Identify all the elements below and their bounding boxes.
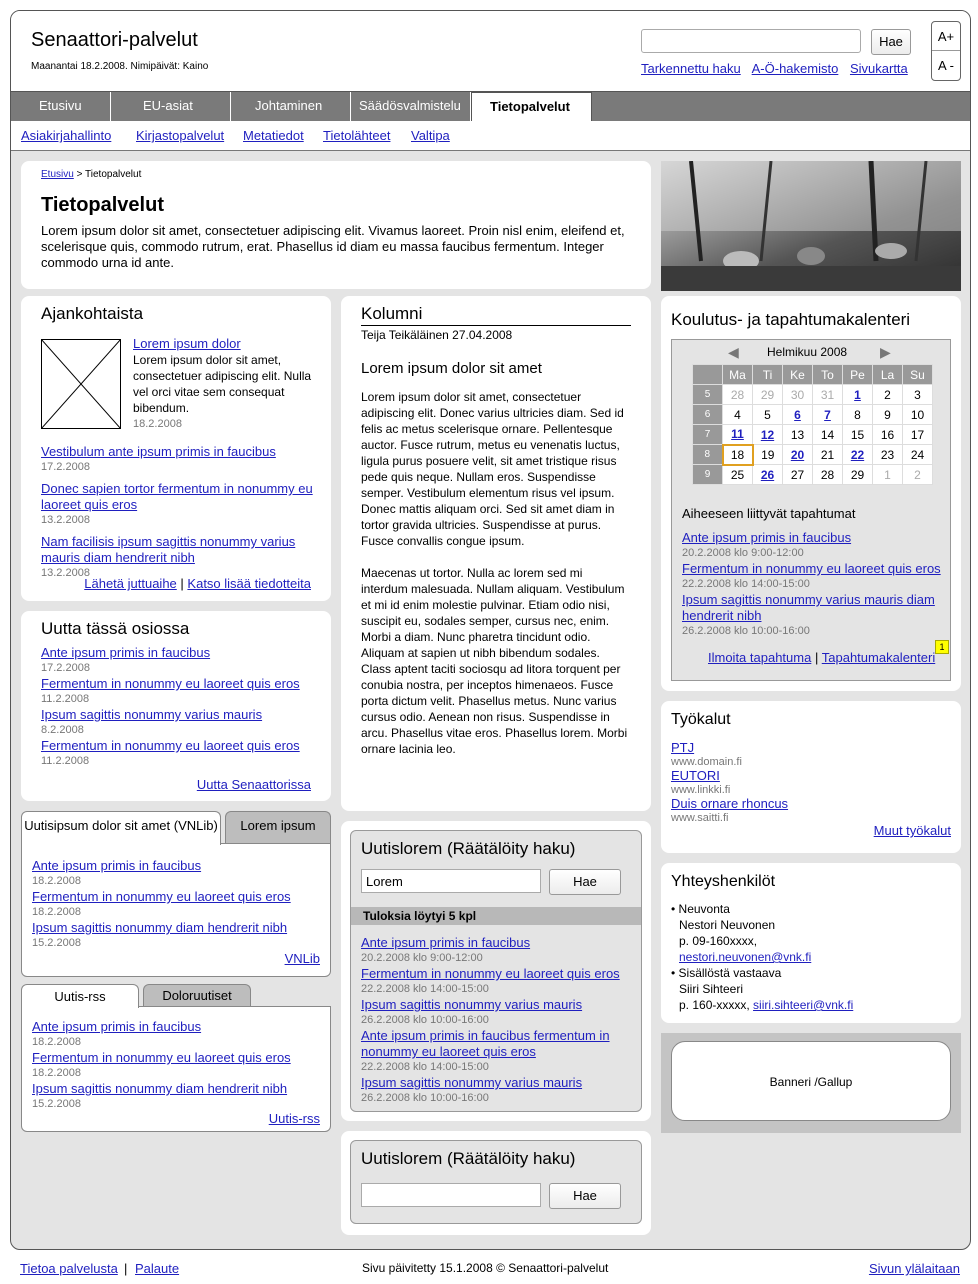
custom-search-box: [341, 821, 651, 1121]
calendar-day[interactable]: 8: [843, 405, 873, 425]
list-item: [671, 769, 951, 797]
tab-panel-rss: [21, 1006, 331, 1132]
tab-item-link[interactable]: Fermentum in nonummy eu laoreet quis eros: [32, 1050, 291, 1065]
news-lead-text: Lorem ipsum dolor sit amet, consectetuer adipiscing elit. Nulla vel orci vitae sem consequat bibendum.: [133, 353, 312, 415]
week-number: 6: [693, 405, 723, 425]
new-item-date: 17.2.2008: [41, 662, 90, 674]
tab-item-date: 18.2.2008: [32, 1036, 81, 1048]
search-input[interactable]: [641, 29, 861, 53]
calendar-day[interactable]: 3: [903, 385, 933, 405]
placeholder-image-icon: [41, 339, 121, 429]
calendar-day: 30: [783, 385, 813, 405]
event-link[interactable]: Fermentum in nonummy eu laoreet quis eros: [682, 561, 941, 576]
calendar-day-event[interactable]: 6: [783, 405, 813, 425]
breadcrumb-home[interactable]: Etusivu: [41, 169, 74, 180]
new-item-link[interactable]: Ipsum sagittis nonummy varius mauris: [41, 707, 263, 722]
results-count: Tuloksia löytyi 5 kpl: [351, 907, 641, 925]
subnav-valtipa[interactable]: Valtipa: [411, 128, 450, 143]
news-item-date: 13.2.2008: [41, 514, 90, 526]
header-links: [641, 61, 916, 76]
calendar-day[interactable]: 10: [903, 405, 933, 425]
calendar-title: Koulutus- ja tapahtumakalenteri: [671, 310, 911, 329]
list-item: [41, 707, 311, 738]
more-new-link[interactable]: Uutta Senaattorissa: [196, 777, 311, 792]
news-item-link[interactable]: Vestibulum ante ipsum primis in faucibus: [41, 444, 276, 459]
calendar-day: 31: [813, 385, 843, 405]
report-event-link[interactable]: Ilmoita tapahtuma: [708, 650, 812, 665]
badge: 1: [935, 640, 949, 654]
result-link[interactable]: Ante ipsum primis in faucibus fermentum in nonummy eu laoreet quis eros: [361, 1028, 610, 1059]
custom-search-input[interactable]: [361, 869, 541, 893]
intro-box: [21, 161, 651, 289]
tab-saadosvalmistelu[interactable]: Säädösvalmistelu: [351, 92, 471, 122]
column-paragraph-1: Lorem ipsum dolor sit amet, consectetuer adipiscing elit. Donec varius ultricies diam. Sed id felis ac metus scelerisque ornare. Pellentesque auctor. Fusce rutrum, metus eu venenatis luctus, ligula purus posuere velit, sit amet tristique risus pede quis neque. Nullam eros. Suspendisse semper. Vestibulum elementum risus vel ipsum. Donec mattis aliquam orci. Sed sit amet diam in tortor gravida ultricies. Suspendisse at purus. Fusce convallis congue ipsum.: [361, 390, 624, 548]
date-line: Maanantai 18.2.2008. Nimipäivät: Kaino: [31, 61, 209, 72]
new-in-section-list: [41, 645, 311, 769]
calendar-day[interactable]: 16: [873, 425, 903, 445]
prev-month-icon[interactable]: ◀: [728, 344, 739, 360]
event-link[interactable]: Ante ipsum primis in faucibus: [682, 530, 852, 545]
calendar-day: 2: [903, 465, 933, 485]
new-item-link[interactable]: Ante ipsum primis in faucibus: [41, 645, 211, 660]
advanced-search-link[interactable]: Tarkennettu haku: [641, 61, 741, 76]
list-item: [361, 997, 631, 1028]
sitemap-link[interactable]: Sivukartta: [849, 61, 908, 76]
tab-vnlib[interactable]: Uutisipsum dolor sit amet (VNLib): [21, 811, 221, 845]
banner-area: [661, 1033, 961, 1133]
tab-johtaminen[interactable]: Johtaminen: [231, 92, 351, 122]
week-number: 5: [693, 385, 723, 405]
search-button[interactable]: Hae: [871, 29, 911, 55]
calendar-day[interactable]: 9: [873, 405, 903, 425]
result-date: 26.2.2008 klo 10:00-16:00: [361, 1014, 489, 1026]
new-item-link[interactable]: Fermentum in nonummy eu laoreet quis eros: [41, 738, 300, 753]
custom-search-box-2: [341, 1131, 651, 1235]
contact-role: Sisällöstä vastaava: [678, 966, 782, 980]
list-item: [32, 1081, 320, 1112]
list-item: [41, 534, 321, 581]
send-story-link[interactable]: Lähetä juttuaihe: [84, 576, 177, 591]
calendar-day: 1: [873, 465, 903, 485]
page-frame: [10, 10, 971, 1250]
news-footer: [84, 576, 311, 591]
sub-nav: [11, 121, 970, 151]
banner-gallup[interactable]: Banneri /Gallup: [671, 1041, 951, 1121]
subnav-metatiedot[interactable]: Metatiedot: [243, 128, 304, 143]
tab-item-date: 15.2.2008: [32, 1098, 81, 1110]
tab-item-date: 18.2.2008: [32, 875, 81, 887]
calendar-day[interactable]: 15: [843, 425, 873, 445]
column-box: [341, 296, 651, 811]
photo-image: [661, 161, 961, 291]
contact-role: Neuvonta: [678, 902, 730, 916]
week-header: [693, 365, 723, 385]
contact-email-link[interactable]: siiri.sihteeri@vnk.fi: [753, 998, 854, 1012]
day-header: Su: [903, 365, 933, 385]
contacts-list: [671, 901, 951, 1013]
more-releases-link[interactable]: Katso lisää tiedotteita: [187, 576, 311, 591]
result-date: 22.2.2008 klo 14:00-15:00: [361, 1061, 489, 1073]
calendar-day[interactable]: 29: [843, 465, 873, 485]
intro-text: Lorem ipsum dolor sit amet, consectetuer adipiscing elit. Vivamus laoreet. Proin nisl enim, eleifend et, scelerisque quis, commodo rutrum, erat. Phasellus id diam eu massa faucibus fermentum. Integer commodo urna id ante.: [41, 223, 625, 270]
list-item: [32, 920, 320, 951]
event-calendar-link[interactable]: Tapahtumakalenteri: [821, 650, 936, 665]
font-size-control: [931, 21, 961, 81]
calendar-day[interactable]: 28: [813, 465, 843, 485]
new-item-date: 11.2.2008: [41, 693, 90, 705]
tab-uutis-rss[interactable]: Uutis-rss: [21, 984, 139, 1008]
result-date: 26.2.2008 klo 10:00-16:00: [361, 1092, 489, 1104]
event-link[interactable]: Ipsum sagittis nonummy varius mauris diam hendrerit nibh: [682, 592, 935, 623]
calendar-day[interactable]: 19: [753, 445, 783, 465]
custom-search-title: Uutislorem (Räätälöity haku): [361, 839, 576, 858]
contact-name: Siiri Sihteeri: [679, 982, 744, 996]
column-author: Teija Teikäläinen 27.04.2008: [361, 328, 513, 342]
list-item: [41, 481, 321, 528]
list-item: [361, 966, 631, 997]
breadcrumb: [41, 169, 631, 180]
list-item: [682, 592, 947, 639]
tab-tietopalvelut[interactable]: Tietopalvelut: [471, 92, 592, 123]
calendar-day[interactable]: 4: [723, 405, 753, 425]
news-item-date: 17.2.2008: [41, 461, 90, 473]
back-to-top-link[interactable]: Sivun ylälaitaan: [868, 1261, 960, 1276]
calendar-day[interactable]: 27: [783, 465, 813, 485]
list-item: [41, 676, 311, 707]
custom-search-panel-2: [350, 1140, 642, 1224]
tab-item-date: 15.2.2008: [32, 937, 81, 949]
news-list: [41, 444, 321, 581]
custom-search-button[interactable]: Hae: [549, 869, 621, 895]
next-month-icon[interactable]: ▶: [880, 344, 891, 360]
day-header: To: [813, 365, 843, 385]
calendar-day-event[interactable]: 22: [843, 445, 873, 465]
calendar-day[interactable]: 13: [783, 425, 813, 445]
list-item: [671, 797, 951, 825]
tool-url: www.linkki.fi: [671, 784, 731, 796]
calendar-day[interactable]: 17: [903, 425, 933, 445]
header: [11, 11, 970, 91]
breadcrumb-separator: >: [73, 169, 86, 180]
breadcrumb-current: Tietopalvelut: [85, 169, 142, 180]
tab-panel-vnlib: [21, 843, 331, 977]
tab-etusivu[interactable]: Etusivu: [11, 92, 111, 122]
tool-link[interactable]: PTJ: [671, 740, 695, 755]
about-service-link[interactable]: Tietoa palvelusta: [20, 1261, 118, 1276]
new-item-date: 8.2.2008: [41, 724, 84, 736]
news-item-link[interactable]: Donec sapien tortor fermentum in nonummy eu laoreet quis eros: [41, 481, 313, 512]
a-o-index-link[interactable]: A-Ö-hakemisto: [751, 61, 839, 76]
list-item: [32, 858, 320, 889]
tool-url: www.domain.fi: [671, 756, 742, 768]
calendar-day-event[interactable]: 7: [813, 405, 843, 425]
subnav-tietolahteet[interactable]: Tietolähteet: [323, 128, 391, 143]
contact-email-link[interactable]: nestori.neuvonen@vnk.fi: [679, 950, 812, 964]
column-paragraph-2: Maecenas ut tortor. Nulla ac lorem sed mi interdum malesuada. Nullam aliquam. Vestibulum et mi id enim molestie pulvinar. Etiam odio nisi, suscipit eu, sodales semper, cursus nec, enim. Morbi a diam. Nunc pharetra tincidunt odio. Aliquam at sapien ut nibh bibendum sodales. Class aptent taciti sociosqu ad litora torquent per conubia nostra, per inceptos himenaeos. Fusce porta dictum velit. Phasellus metus. Nunc varius cursus odio. Aenean non risus. Suspendisse in arcu. Phasellus vitae eros. Phasellus lorem. Morbi ornare lacinia leo.: [361, 566, 628, 756]
calendar-panel: [671, 339, 951, 681]
calendar-day[interactable]: 14: [813, 425, 843, 445]
new-item-date: 11.2.2008: [41, 755, 90, 767]
contact-phone: p. 09-160xxxx,: [679, 934, 758, 948]
contact-phone: p. 160-xxxxx,: [679, 998, 750, 1012]
event-date: 26.2.2008 klo 10:00-16:00: [682, 625, 810, 637]
result-date: 20.2.2008 klo 9:00-12:00: [361, 952, 483, 964]
column-title: Kolumni: [361, 304, 631, 326]
calendar-day-today[interactable]: 18: [723, 445, 753, 465]
news-item-date: 13.2.2008: [41, 567, 90, 579]
font-decrease-button[interactable]: A -: [938, 58, 954, 73]
day-header: Ma: [723, 365, 753, 385]
day-header: Pe: [843, 365, 873, 385]
bullet-icon: •: [671, 966, 679, 980]
tab-item-link[interactable]: Ipsum sagittis nonummy diam hendrerit nibh: [32, 1081, 288, 1096]
week-number: 8: [693, 445, 723, 465]
tools-box: [661, 701, 961, 853]
tool-url: www.saitti.fi: [671, 812, 729, 824]
related-events-title: Aiheeseen liittyvät tapahtumat: [682, 506, 856, 521]
day-header: Ti: [753, 365, 783, 385]
calendar-grid: [692, 364, 933, 485]
results-list: [361, 935, 631, 1106]
contacts-box: [661, 863, 961, 1023]
custom-search-panel: [350, 830, 642, 1112]
tools-title: Työkalut: [671, 711, 731, 728]
main-nav: [11, 91, 970, 121]
list-item: [671, 741, 951, 769]
contact-item: [671, 965, 951, 981]
calendar-day[interactable]: 24: [903, 445, 933, 465]
calendar-day-event[interactable]: 1: [843, 385, 873, 405]
day-header: La: [873, 365, 903, 385]
separator: |: [124, 1261, 128, 1276]
new-in-section-title: Uutta tässä osiossa: [41, 619, 190, 638]
tab-item-link[interactable]: Fermentum in nonummy eu laoreet quis eros: [32, 889, 291, 904]
list-item: [32, 1050, 320, 1081]
news-lead-date: 18.2.2008: [133, 418, 182, 430]
contact-name: Nestori Neuvonen: [679, 918, 776, 932]
news-box: [21, 296, 331, 601]
header-photo: [661, 161, 961, 291]
calendar-day-event[interactable]: 11: [723, 425, 753, 445]
vnlib-link[interactable]: VNLib: [284, 951, 320, 966]
separator: |: [180, 576, 184, 591]
calendar-month: Helmikuu 2008: [767, 345, 848, 359]
contact-item: [671, 901, 951, 917]
calendar-footer: [708, 650, 940, 665]
news-item-link[interactable]: Nam facilisis ipsum sagittis nonummy varius mauris diam hendrerit nibh: [41, 534, 296, 565]
list-item: [32, 1019, 320, 1050]
tab-lorem-ipsum[interactable]: Lorem ipsum: [225, 811, 331, 843]
new-item-link[interactable]: Fermentum in nonummy eu laoreet quis eros: [41, 676, 300, 691]
bullet-icon: •: [671, 902, 679, 916]
rss-link[interactable]: Uutis-rss: [268, 1111, 320, 1126]
result-link[interactable]: Ipsum sagittis nonummy varius mauris: [361, 997, 583, 1012]
tab-item-link[interactable]: Ante ipsum primis in faucibus: [32, 858, 202, 873]
calendar-day-event[interactable]: 12: [753, 425, 783, 445]
tab-item-link[interactable]: Ante ipsum primis in faucibus: [32, 1019, 202, 1034]
tool-link[interactable]: EUTORI: [671, 768, 720, 783]
contacts-title: Yhteyshenkilöt: [671, 873, 776, 890]
result-link[interactable]: Ante ipsum primis in faucibus: [361, 935, 531, 950]
tool-link[interactable]: Duis ornare rhoncus: [671, 796, 789, 811]
tab-item-date: 18.2.2008: [32, 1067, 81, 1079]
custom-search-button-2[interactable]: Hae: [549, 1183, 621, 1209]
list-item: [32, 889, 320, 920]
calendar-box: [661, 296, 961, 691]
list-item: [682, 561, 947, 592]
week-number: 9: [693, 465, 723, 485]
subnav-asiakirjahallinto[interactable]: Asiakirjahallinto: [21, 128, 112, 143]
result-link[interactable]: Ipsum sagittis nonummy varius mauris: [361, 1075, 583, 1090]
event-date: 20.2.2008 klo 9:00-12:00: [682, 547, 804, 559]
separator: |: [814, 650, 819, 665]
tab-doloruutiset[interactable]: Doloruutiset: [143, 984, 251, 1006]
tab-eu-asiat[interactable]: EU-asiat: [111, 92, 231, 122]
news-lead-link[interactable]: Lorem ipsum dolor: [133, 336, 241, 351]
column-heading: Lorem ipsum dolor sit amet: [361, 360, 542, 377]
event-date: 22.2.2008 klo 14:00-15:00: [682, 578, 810, 590]
new-in-section-box: [21, 611, 331, 801]
calendar-day[interactable]: 25: [723, 465, 753, 485]
feedback-link[interactable]: Palaute: [135, 1261, 180, 1276]
list-item: [361, 935, 631, 966]
tools-list: [671, 741, 951, 825]
related-events-list: [682, 530, 947, 639]
site-name: Senaattori-palvelut: [31, 29, 198, 51]
page-title: Tietopalvelut: [41, 194, 164, 216]
list-item: [41, 444, 321, 475]
calendar-day[interactable]: 23: [873, 445, 903, 465]
custom-search-title-2: Uutislorem (Räätälöity haku): [361, 1149, 576, 1168]
footer: [0, 1250, 978, 1284]
custom-search-input-2[interactable]: [361, 1183, 541, 1207]
list-item: [41, 645, 311, 676]
calendar-day-event[interactable]: 20: [783, 445, 813, 465]
calendar-day[interactable]: 2: [873, 385, 903, 405]
list-item: [361, 1028, 631, 1075]
list-item: [361, 1075, 631, 1106]
calendar-day[interactable]: 21: [813, 445, 843, 465]
font-increase-button[interactable]: A+: [932, 22, 960, 51]
day-header: Ke: [783, 365, 813, 385]
week-number: 7: [693, 425, 723, 445]
tab-item-date: 18.2.2008: [32, 906, 81, 918]
result-link[interactable]: Fermentum in nonummy eu laoreet quis eros: [361, 966, 620, 981]
calendar-day: 29: [753, 385, 783, 405]
news-title: Ajankohtaista: [41, 304, 144, 323]
updated-text: Sivu päivitetty 15.1.2008 © Senaattori-palvelut: [362, 1261, 609, 1275]
list-item: [41, 738, 311, 769]
calendar-day-event[interactable]: 26: [753, 465, 783, 485]
subnav-kirjastopalvelut[interactable]: Kirjastopalvelut: [136, 128, 225, 143]
result-date: 22.2.2008 klo 14:00-15:00: [361, 983, 489, 995]
calendar-day: 28: [723, 385, 753, 405]
calendar-day[interactable]: 5: [753, 405, 783, 425]
list-item: [682, 530, 947, 561]
tab-item-link[interactable]: Ipsum sagittis nonummy diam hendrerit nibh: [32, 920, 288, 935]
more-tools-link[interactable]: Muut työkalut: [873, 823, 951, 838]
